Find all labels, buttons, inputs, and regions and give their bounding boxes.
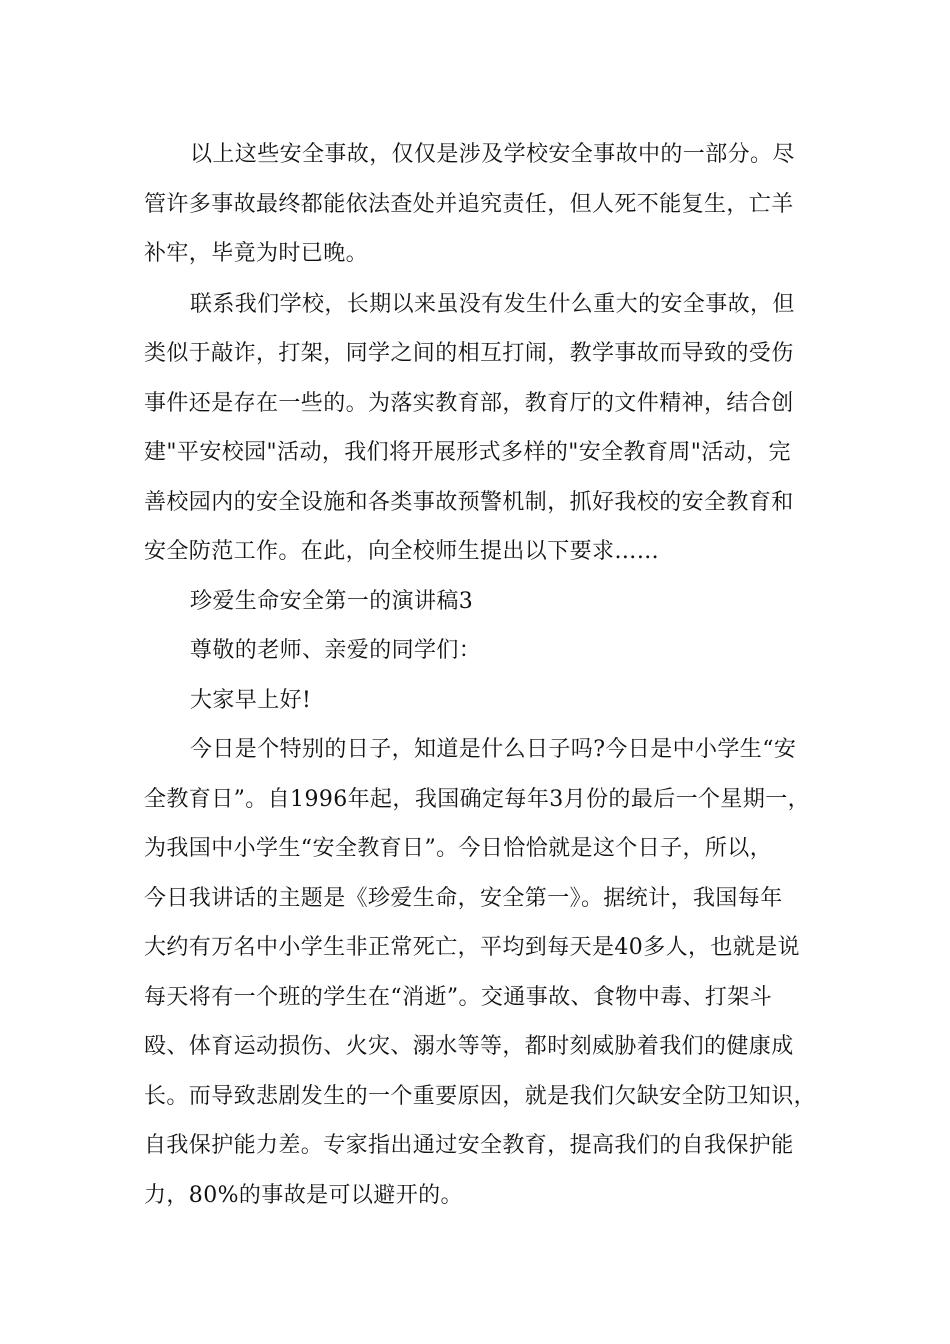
text-line: 以上这些安全事故，仅仅是涉及学校安全事故中的一部分。尽 (190, 142, 795, 167)
text-line: 补牢，毕竟为时已晚。 (144, 241, 369, 266)
text-line: 管许多事故最终都能依法查处并追究责任，但人死不能复生，亡羊 (144, 192, 794, 217)
text-line: 大约有万名中小学生非正常死亡，平均到每天是40多人，也就是说 (144, 935, 800, 960)
text-line: 为我国中小学生“安全教育日”。今日恰恰就是这个日子，所以， (144, 836, 773, 861)
text-line: 力，80%的事故是可以避开的。 (144, 1183, 463, 1208)
section-heading: 珍爱生命安全第一的演讲稿3 (190, 589, 474, 614)
greeting: 大家早上好! (190, 688, 312, 713)
text-line: 全教育日”。自1996年起，我国确定每年3月份的最后一个星期一， (144, 787, 811, 812)
text-line: 殴、体育运动损伤、火灾、溺水等等，都时刻威胁着我们的健康成 (144, 1034, 794, 1059)
text-line: 今日是个特别的日子，知道是什么日子吗?今日是中小学生“安 (190, 737, 797, 762)
text-line: 每天将有一个班的学生在“消逝”。交通事故、食物中毒、打架斗 (144, 985, 773, 1010)
salutation: 尊敬的老师、亲爱的同学们： (190, 638, 482, 663)
text-line: 联系我们学校，长期以来虽没有发生什么重大的安全事故，但 (190, 292, 795, 317)
text-line: 长。而导致悲剧发生的一个重要原因，就是我们欠缺安全防卫知识， (144, 1084, 817, 1109)
text-line: 类似于敲诈，打架，同学之间的相互打闹，教学事故而导致的受伤 (144, 341, 794, 366)
text-line: 今日我讲话的主题是《珍爱生命，安全第一》。据统计，我国每年 (144, 886, 783, 911)
text-line: 事件还是存在一些的。为落实教育部，教育厅的文件精神，结合创 (144, 391, 794, 416)
text-line: 安全防范工作。在此，向全校师生提出以下要求…… (144, 539, 660, 564)
text-line: 建"平安校园"活动，我们将开展形式多样的"安全教育周"活动，完 (144, 440, 791, 465)
text-line: 善校园内的安全设施和各类事故预警机制，抓好我校的安全教育和 (144, 490, 794, 515)
text-line: 自我保护能力差。专家指出通过安全教育，提高我们的自我保护能 (144, 1133, 794, 1158)
